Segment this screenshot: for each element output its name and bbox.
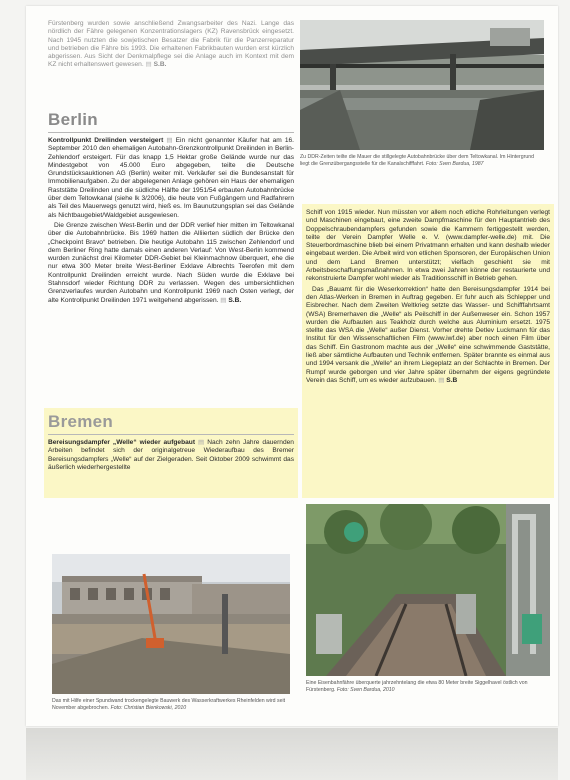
bremen-article-right: Schiff von 1915 wieder. Nun müssten vor allem noch etliche Rohrleitungen verlegt und Maschinen eingebaut, eine zweite Dampfmaschine für den Hauptantrieb des Doppelschraubendampfers gefunden sowie die Kammern fertiggestellt werden, teilte der Verein Dampfer Welle e. V. (www.dampfer-welle.de) mit. Die Steuerbordmaschine blieb bei einem Privatmann erhalten und kann deshalb wieder eingebaut werden. Die Arbeit wird von etlichen Sponsoren, der Europäischen Union und dem Land Bremen unterstützt; vielfach geschieht sie mit Arbeitsbeschaffungsmaßnahmen. In etwa zwei Jahren könne der restaurierte und rekonstruierte Dampfer wohl wieder als Traditionsschiff in Betrieb gehen. Das „Bauamt für die Weserkorrektion“ hatte den Bereisungsdampfer 1914 bei den Atlas-Werken in Bremen in Auftrag gegeben. Er fuhr auch als Schlepper und Eisbrecher. Nach dem Zweiten Weltkrieg setzte das Wasser- und Schifffahrtsamt (WSA) Bremerhaven die „Welle“ als Peilschiff in der Außenweser ein. Schon 1957 wurden die Aufbauten aus Teakholz durch welche aus Aluminium ersetzt. 1975 stellte das WSA die „Welle“ außer Dienst. Vorher drehte Detlev Luckmann für das Institut für den Wissenschaftlichen Film (www.iwf.de) aber noch einen Film über das Schiff. Ein Gastronom machte aus der „Welle“ eine schwimmende Gaststätte, ließ aber sämtliche Aufbauten und Technik entfernen. Später brannte es einmal aus und 1994 versank die „Welle“ an ihrem Liegeplatz an der Schlachte in Bremen. Der Rumpf wurde geborgen und vier Jahre später übernahm der eigens gegründete Verein das Schiff, um es wieder aufzubauen. ▤ S.B (306, 209, 550, 384)
top-left-paragraph: Fürstenberg wurden sowie anschließend Zwangsarbeiter des Nazi. Lange das nördlich der Fähre gelegenen Konzentrationslagers (KZ) Ravensbrück eingesetzt. Nach 1945 nutzten die sowjetischen Besatzer die Fabrik für die Panzerreparatur und betrieben die Fähre bis 1993. Die erhaltenen Fabrikbauten wurden erst kürzlich abgerissen. Aus Sicht der Denkmalpflege sei die Anlage auch im Kontext mit dem KZ nicht erhaltenswert gewesen. ▤ S.B. (48, 20, 294, 69)
photo-demolition-credit: Foto: Christian Bienkowski, 2010 (110, 704, 187, 711)
magazine-page (26, 6, 558, 726)
bremen-p1: Nach zehn Jahre dauernden Arbeiten befindet sich der originalgetreue Wiederaufbau des Bremer Bereisungsdampfers „Welle“ auf der Zielgeraden. Seit Oktober 2009 schwimmt das äußerlich wiederhergestellte (48, 439, 294, 471)
photo-ferry (306, 504, 550, 676)
photo-ferry-caption (306, 680, 550, 693)
photo-demolition-caption-text: Das mit Hilfe einer Spundwand trockengelegte Bauwerk des Wasserkraftwerkes Rheinfelden wird seit November abgebrochen. (52, 698, 286, 711)
ferry-photo-image (306, 504, 550, 676)
bridge-photo-image (300, 20, 544, 150)
top-left-text: Fürstenberg wurden sowie anschließend Zwangsarbeiter des Nazi. Lange das nördlich der Fähre gelegenen Konzentrationslagers (KZ) Ravensbrück eingesetzt. Nach 1945 nutzten die sowjetischen Besatzer die Fabrik für die Panzerreparatur und betrieben die Fähre bis 1993. Die erhaltenen Fabrikbauten wurden erst kürzlich abgerissen. Aus Sicht der Denkmalpflege sei die Anlage auch im Kontext mit dem KZ nicht erhaltenswert gewesen. (48, 20, 294, 69)
berlin-p2: Die Grenze zwischen West-Berlin und der DDR verlief hier mitten im Teltowkanal über die Autobahnbrücke. Bis 1969 hatten die Alliierten südlich der Brücke den „Checkpoint Bravo“ betrieben. Die heutige Autobahn 115 zwischen Zehlendorf und dem Berliner Ring hatte damals einen anderen Verlauf: Von West-Berlin kommend wurden zunächst drei Kilometer DDR-Gebiet bei Kleinmachnow überquert, ehe die nur etwa 300 Meter breite West-Berliner Exklave Albrechts Teerofen mit dem Kontrollpunkt Dreilinden erreicht wurde. Nach Süden wurde die Exklave bei Stahnsdorf wieder Richtung DDR zu verlassen. Wegen des umbersichtlichen Grenzverlaufes wurden Autobahn und Kontrollpunkt 1969 nach Osten verlegt, der alte Kontrollpunkt Dreilinden 1971 weitgehend abgerissen. (48, 221, 294, 304)
bremen-col2-p2: Das „Bauamt für die Weserkorrektion“ hatte den Bereisungsdampfer 1914 bei den Atlas-Werken in Bremen in Auftrag gegeben. Er fuhr auch als Schlepper und Eisbrecher. Nach dem Zweiten Weltkrieg setzte das Wasser- und Schifffahrtsamt (WSA) Bremerhaven die „Welle“ als Peilschiff in der Außenweser ein. Schon 1957 wurden die Aufbauten aus Teakholz durch welche aus Aluminium ersetzt. 1975 stellte das WSA die „Welle“ außer Dienst. Vorher drehte Detlev Luckmann für das Institut für den Wissenschaftlichen Film (www.iwf.de) aber noch einen Film über das Schiff. Ein Gastronom machte aus der „Welle“ eine schwimmende Gaststätte, ließ aber sämtliche Aufbauten und Technik entfernen. Später brannte es einmal aus und 1994 versank die „Welle“ an ihrem Liegeplatz an der Schlachte in Bremen. Der Rumpf wurde geborgen und vier Jahre später übernahm der eigens gegründete Verein das Schiff, um es wieder aufzubauen. (306, 285, 550, 384)
bremen-lead: Bereisungsdampfer „Welle“ wieder aufgebaut (48, 439, 196, 446)
photo-demolition (52, 554, 290, 694)
photo-bridge-caption (300, 154, 544, 167)
bremen-article-left: Bereisungsdampfer „Welle“ wieder aufgebaut ▤ Nach zehn Jahre dauernden Arbeiten befindet sich der originalgetreue Wiederaufbau des Bremer Bereisungsdampfers „Welle“ auf der Zielgeraden. Seit Oktober 2009 schwimmt das äußerlich wiederhergestellte (48, 439, 294, 471)
berlin-article: Kontrollpunkt Dreilinden versteigert ▤ Ein nicht genannter Käufer hat am 16. September 2010 den ehemaligen Autobahn-Grenzkontrollpunkt Dreilinden in Berlin-Zehlendorf ersteigert. Für das knapp 1,5 Hektar große Gelände wurde nur das Mindestgebot von 45.000 Euro abgegeben, teilte die Deutsche Grundstücksauktionen AG (Berlin) weiter mit. Verkäufer sei die Bundesanstalt für Immobilienaufgaben. Zu der abgelegenen Anlage gehören ein Haus der ehemaligen Raststätte Dreilinden und die südliche Hälfte der 1951/54 erbauten Autobahnbrücke über dem Teltowkanal (siehe lk 3/2006), die heute von Fußgängern und Radfahrern als Teil des Mauerwegs genutzt wird, hieß es. Im Baunutzungsplan sei das Gelände als Nichtbaugebiet/Waldgebiet ausgewiesen. Die Grenze zwischen West-Berlin und der DDR verlief hier mitten im Teltowkanal über die Autobahnbrücke. Bis 1969 hatten die Alliierten südlich der Brücke den „Checkpoint Bravo“ betrieben. Die heutige Autobahn 115 zwischen Zehlendorf und dem Berliner Ring hatte damals einen anderen Verlauf: Von West-Berlin kommend wurden zunächst drei Kilometer DDR-Gebiet bei Kleinmachnow überquert, ehe die nur etwa 300 Meter breite West-Berliner Exklave Albrechts Teerofen mit dem Kontrollpunkt Dreilinden erreicht wurde. Nach Süden wurde die Exklave bei Stahnsdorf wieder Richtung DDR zu verlassen. Wegen des umbersichtlichen Grenzverlaufes wurden Autobahn und Kontrollpunkt 1969 nach Osten verlegt, der alte Kontrollpunkt Dreilinden 1971 weitgehend abgerissen. ▤ S.B. (48, 137, 295, 304)
photo-bridge-credit: Foto: Sven Bardua, 1987 (425, 160, 484, 167)
bremen-rule (48, 434, 294, 435)
demolition-photo-image (52, 554, 290, 694)
photo-demolition-caption (52, 698, 292, 711)
berlin-sign: S.B. (228, 296, 242, 304)
photo-bridge-caption-text: Zu DDR-Zeiten teilte die Mauer die stillgelegte Autobahnbrücke über dem Teltowkanal. Im Hintergrund liegt die Grenzübergangsstelle für die Kanalschifffahrt. (300, 154, 535, 167)
page-bottom-edge (26, 728, 558, 780)
top-left-sign: S.B. (153, 61, 167, 69)
photo-ferry-caption-text: Eine Eisenbahnfähre überquerte jahrzehntelang die etwa 80 Meter breite Siggelhavel östlich von Fürstenberg. (306, 680, 528, 693)
bremen-sign: S.B (446, 376, 458, 384)
berlin-lead: Kontrollpunkt Dreilinden versteigert (48, 137, 164, 144)
berlin-heading: Berlin (48, 110, 98, 129)
photo-ferry-credit: Foto: Sven Bardua, 2010 (336, 686, 395, 693)
photo-bridge (300, 20, 544, 150)
berlin-p1: Ein nicht genannter Käufer hat am 16. September 2010 den ehemaligen Autobahn-Grenzkontrollpunkt Dreilinden in Berlin-Zehlendorf ersteigert. Für das knapp 1,5 Hektar große Gelände wurde nur das Mindestgebot von 45.000 Euro abgegeben, teilte die Deutsche Grundstücksauktionen AG (Berlin) weiter mit. Verkäufer sei die Bundesanstalt für Immobilienaufgaben. Zu der abgelegenen Anlage gehören ein Haus der ehemaligen Raststätte Dreilinden und die südliche Hälfte der 1951/54 erbauten Autobahnbrücke über dem Teltowkanal (siehe lk 3/2006), die heute von Fußgängern und Radfahrern als Teil des Mauerwegs genutzt wird, hieß es. Im Baunutzungsplan sei das Gelände als Nichtbaugebiet/Waldgebiet ausgewiesen. (48, 137, 295, 219)
berlin-rule (48, 132, 294, 133)
bremen-col2-p1: Schiff von 1915 wieder. Nun müssten vor allem noch etliche Rohrleitungen verlegt und Maschinen eingebaut, eine zweite Dampfmaschine für den Hauptantrieb des Doppelschraubendampfers gefunden sowie die Kammern fertiggestellt werden, teilte der Verein Dampfer Welle e. V. (www.dampfer-welle.de) mit. Die Steuerbordmaschine blieb bei einem Privatmann erhalten und kann deshalb wieder eingebaut werden. Die Arbeit wird von etlichen Sponsoren, der Europäischen Union und dem Land Bremen unterstützt; vielfach geschieht sie mit Arbeitsbeschaffungsmaßnahmen. In etwa zwei Jahren könne der restaurierte und rekonstruierte Dampfer wohl wieder als Traditionsschiff in Betrieb gehen. (306, 209, 550, 283)
bremen-heading: Bremen (48, 412, 114, 431)
